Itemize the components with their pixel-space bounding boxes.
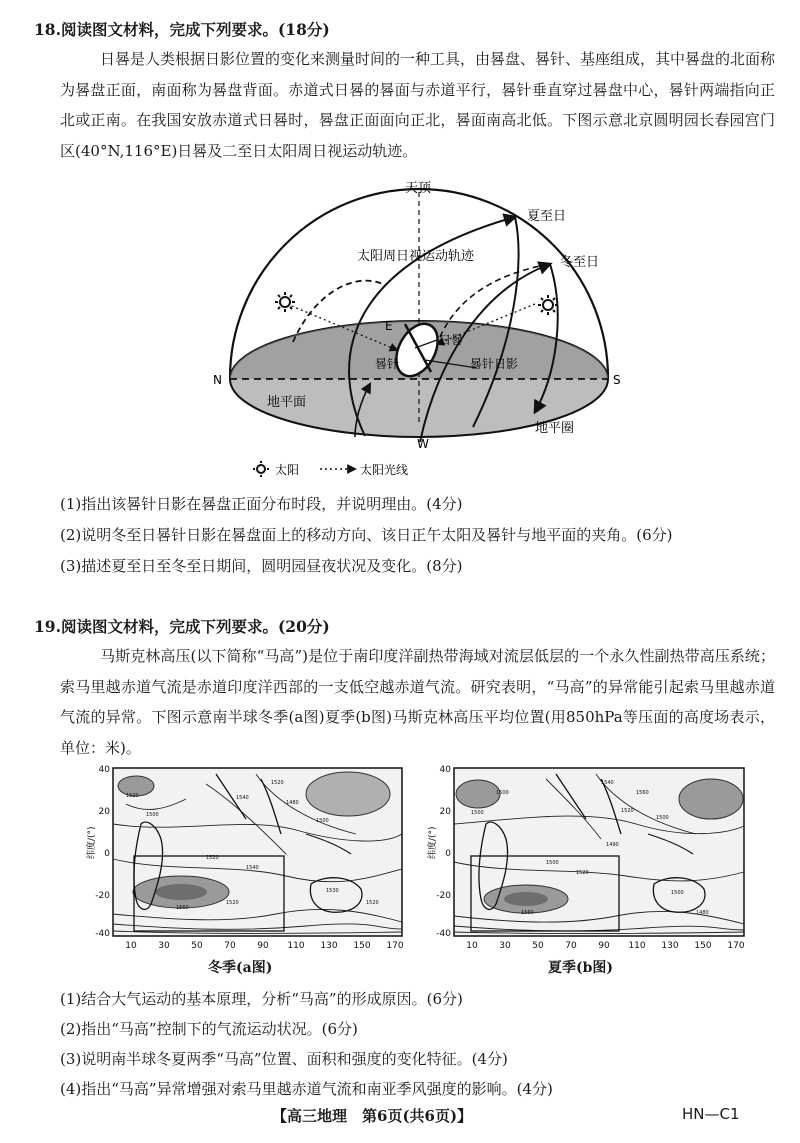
svg-text:1560: 1560 (636, 790, 649, 796)
svg-text:-40: -40 (436, 929, 451, 939)
svg-text:1490: 1490 (606, 842, 619, 848)
svg-text:-40: -40 (95, 929, 110, 939)
svg-text:1520: 1520 (621, 808, 634, 814)
label-winter-solstice: 冬至日 (560, 255, 600, 270)
q19-question-2: (2)指出“马高”控制下的气流运动状况。(6分) (60, 1020, 358, 1038)
svg-text:1540: 1540 (246, 865, 259, 871)
map-summer-b (426, 764, 756, 954)
q19-question-1: (1)结合大气运动的基本原理，分析“马高”的形成原因。(6分) (60, 990, 463, 1008)
q18-title: 18.阅读图文材料，完成下列要求。(18分) (34, 20, 330, 39)
svg-text:0: 0 (445, 849, 451, 859)
svg-text:1500: 1500 (656, 815, 669, 821)
svg-text:20: 20 (98, 807, 110, 817)
label-horizon-circle: 地平圈 (535, 421, 575, 436)
svg-text:70: 70 (224, 941, 236, 951)
svg-text:1500: 1500 (146, 812, 159, 818)
svg-text:1480: 1480 (696, 910, 709, 916)
q18-question-1: (1)指出该晷针日影在晷盘正面分布时段，并说明理由。(4分) (60, 495, 463, 513)
svg-text:90: 90 (598, 941, 610, 951)
q18-question-2: (2)说明冬至日晷针日影在晷盘面上的移动方向、该日正午太阳及晷针与地平面的夹角。(6分) (60, 526, 673, 544)
label-zenith: 天顶 (405, 181, 432, 196)
legend-sun-label: 太阳 (275, 463, 300, 477)
svg-text:20: 20 (439, 807, 451, 817)
map-b-caption: 夏季(b图) (548, 960, 614, 976)
q18-question-3: (3)描述夏至日至冬至日期间，圆明园昼夜状况及变化。(8分) (60, 557, 463, 575)
svg-text:-20: -20 (436, 891, 451, 901)
legend-ray-label: 太阳光线 (360, 463, 409, 477)
label-ground-plane: 地平面 (267, 395, 307, 410)
svg-text:50: 50 (191, 941, 203, 951)
svg-text:1540: 1540 (236, 795, 249, 801)
svg-text:1500: 1500 (496, 790, 509, 796)
svg-text:1500: 1500 (671, 890, 684, 896)
svg-text:150: 150 (694, 941, 712, 951)
svg-text:10: 10 (466, 941, 478, 951)
y-axis-label: 纬度/(°) (428, 826, 438, 859)
sun-icon (275, 292, 295, 312)
svg-text:90: 90 (257, 941, 269, 951)
svg-text:1540: 1540 (601, 780, 614, 786)
footer-page-info: 【高三地理 第6页(共6页)】 (272, 1107, 473, 1125)
svg-text:1520: 1520 (271, 780, 284, 786)
svg-text:150: 150 (353, 941, 371, 951)
svg-text:170: 170 (386, 941, 404, 951)
svg-text:1520: 1520 (206, 855, 219, 861)
svg-text:-20: -20 (95, 891, 110, 901)
svg-text:110: 110 (628, 941, 646, 951)
svg-text:40: 40 (439, 765, 451, 775)
svg-text:30: 30 (499, 941, 511, 951)
svg-text:1520: 1520 (366, 900, 379, 906)
y-axis-label: 纬度/(°) (87, 826, 97, 859)
sundial-figure (205, 172, 625, 487)
label-north: N (213, 373, 222, 387)
svg-text:1500: 1500 (471, 810, 484, 816)
label-gnomon: 晷针 (375, 357, 400, 371)
q19-paragraph: 马斯克林高压(以下简称“马高”)是位于南印度洋副热带海域对流层低层的一个永久性副热带高压系统；索马里越赤道气流是赤道印度洋西部的一支低空越赤道气流。研究表明，“马高”的异常能引起索马里越赤道气流的异常。下图示意南半球冬季(a图)夏季(b图)马斯克林高压平均位置(用850hPa等压面的高度场表示，单位：米)。 (60, 647, 775, 757)
label-sundial: 日晷 (439, 333, 464, 347)
label-west: W (417, 437, 429, 451)
svg-text:70: 70 (565, 941, 577, 951)
svg-text:130: 130 (661, 941, 679, 951)
map-a-caption: 冬季(a图) (208, 960, 273, 976)
svg-text:1560: 1560 (176, 905, 189, 911)
label-south: S (613, 373, 621, 387)
svg-text:170: 170 (727, 941, 745, 951)
svg-text:130: 130 (320, 941, 338, 951)
label-summer-solstice: 夏至日 (527, 209, 567, 224)
svg-text:1520: 1520 (226, 900, 239, 906)
svg-text:1520: 1520 (576, 870, 589, 876)
map-winter-a (86, 764, 406, 954)
q18-paragraph: 日晷是人类根据日影位置的变化来测量时间的一种工具，由晷盘、晷针、基座组成，其中晷盘的北面称为晷盘正面，南面称为晷盘背面。赤道式日晷的晷面与赤道平行，晷针垂直穿过晷盘中心，晷针两端指向正北或正南。在我国安放赤道式日晷时，晷盘正面面向正北，晷面南高北低。下图示意北京圆明园长春园宫门区(40°N,116°E)日晷及二至日太阳周日视运动轨迹。 (60, 50, 776, 160)
svg-text:40: 40 (98, 765, 110, 775)
label-gnomon-shadow: 晷针日影 (470, 357, 519, 371)
q19-question-3: (3)说明南半球冬夏两季“马高”位置、面积和强度的变化特征。(4分) (60, 1050, 508, 1068)
legend-sun-icon (253, 461, 269, 477)
svg-text:50: 50 (532, 941, 544, 951)
svg-text:1520: 1520 (126, 793, 139, 799)
label-east: E (385, 319, 393, 333)
svg-text:1560: 1560 (521, 910, 534, 916)
sun-icon (538, 295, 558, 315)
q19-title: 19.阅读图文材料，完成下列要求。(20分) (34, 617, 330, 636)
svg-text:110: 110 (287, 941, 305, 951)
svg-text:1500: 1500 (316, 818, 329, 824)
svg-text:1500: 1500 (546, 860, 559, 866)
footer-code: HN—C1 (682, 1105, 740, 1123)
label-sun-path: 太阳周日视运动轨迹 (357, 249, 475, 264)
svg-text:1480: 1480 (286, 800, 299, 806)
svg-text:30: 30 (158, 941, 170, 951)
svg-text:10: 10 (125, 941, 137, 951)
svg-text:0: 0 (104, 849, 110, 859)
q19-question-4: (4)指出“马高”异常增强对索马里越赤道气流和南亚季风强度的影响。(4分) (60, 1080, 553, 1098)
svg-text:1530: 1530 (326, 888, 339, 894)
